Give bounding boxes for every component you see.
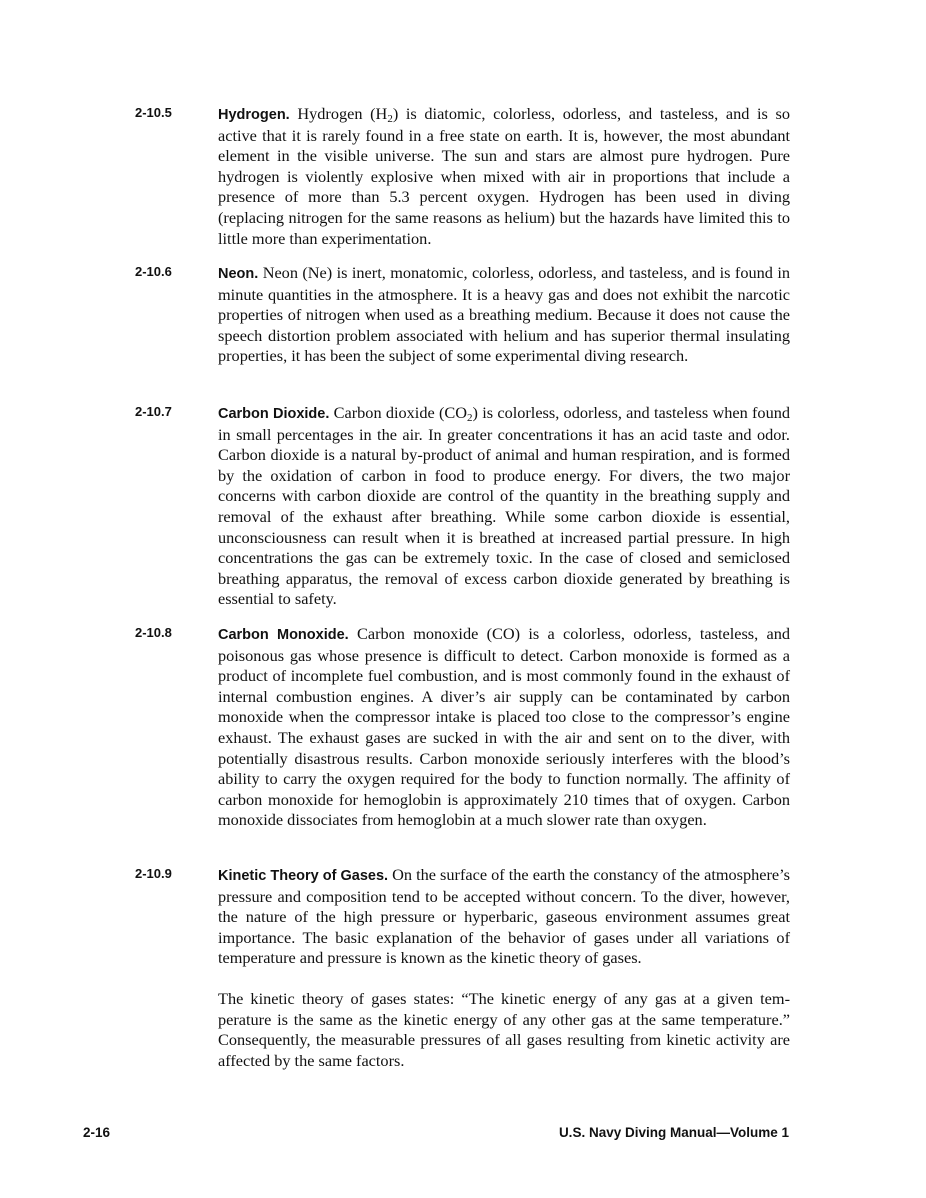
section-title: Carbon Monoxide. <box>218 627 349 643</box>
subscript: 2 <box>467 412 473 424</box>
section-2-10-9 <box>135 865 790 1071</box>
section-title: Neon. <box>218 266 259 282</box>
section-text: Neon (Ne) is inert, monatomic, colorless, odorless, and tasteless, and is found in minute quantities in the atmosphere. It is a heavy gas and does not exhibit the narcotic properties of nitrogen when used as a breathing medium. Because it does not cause the speech distortion problem associated with helium and has superior thermal insulating properties, it has been the subject of some experimental diving research. <box>218 263 790 366</box>
section-title: Kinetic Theory of Gases. <box>218 868 389 884</box>
section-title: Hydrogen. <box>218 107 290 123</box>
section-paragraph <box>218 624 790 831</box>
section-text: On the surface of the earth the constancy of the atmosphere’s pressure and composition tend to be accepted without concern. To the diver, however, the nature of the high pressure or hyperbaric, gaseous environment assumes great importance. The basic explanation of the behavior of gases under all variations of temperature and pressure is known as the kinetic theory of gases. <box>218 865 790 968</box>
section-2-10-8 <box>135 624 790 831</box>
section-paragraph <box>218 104 790 249</box>
section-number: 2-10.6 <box>135 264 172 279</box>
kinetic-theory-paragraph: The kinetic theory of gases states: “The kinetic energy of any gas at a given temperature is the same as the kinetic energy of any other gas at the same temperature.” Consequently, the measurable pressures of all gases resulting from kinetic activity are affected by the same factors. <box>218 988 790 1070</box>
section-paragraph <box>218 403 790 610</box>
section-text: ) is diatomic, colorless, odorless, and tasteless, and is so active that it is rarely found in a free state on earth. It is, however, the most abundant element in the visible universe. The sun and stars are almost pure hydrogen. Pure hydrogen is violently explosive when mixed with air in proportions that include a presence of more than 5.3 percent oxygen. Hydrogen has been used in diving (replacing nitrogen for the same reasons as helium) but the hazards have limited this to little more than experimentation. <box>218 104 790 248</box>
section-paragraph <box>218 263 790 367</box>
page-number: 2-16 <box>83 1125 111 1140</box>
section-text: Carbon monoxide (CO) is a colorless, odorless, tasteless, and poisonous gas whose presence is difficult to detect. Carbon monoxide is formed as a product of incomplete fuel combustion, and is most commonly found in the exhaust of internal combustion engines. A diver’s air supply can be contaminated by carbon monoxide when the compressor intake is placed too close to the compressor’s engine exhaust. The exhaust gases are sucked in with the air and sent on to the diver, with potentially disastrous results. Carbon monoxide seriously interferes with the blood’s ability to carry the oxygen required for the body to function normally. The affinity of carbon monoxide for hemoglobin is approximately 210 times that of oxygen. Carbon monoxide dissociates from hemoglobin at a much slower rate than oxygen. <box>218 624 791 830</box>
section-text: ) is colorless, odorless, and tasteless when found in small percentages in the air. In greater concentrations it has an acid taste and odor. Carbon dioxide is a natural by-product of animal and human respiration, and is formed by the oxidation of carbon in food to produce energy. For divers, the two major concerns with carbon dioxide are control of the quantity in the breathing supply and removal of the exhaust after breathing. While some carbon dioxide is essential, unconsciousness can result when it is breathed at increased partial pressure. In high concentrations the gas can be extremely toxic. In the case of closed and semiclosed breathing apparatus, the removal of excess carbon dioxide generated by breathing is essential to safety. <box>218 403 790 609</box>
section-number: 2-10.9 <box>135 866 172 881</box>
section-title: Carbon Dioxide. <box>218 406 330 422</box>
section-number: 2-10.7 <box>135 404 172 419</box>
section-text: Carbon dioxide (CO <box>329 403 468 422</box>
section-text: Hydrogen (H <box>289 104 388 123</box>
subscript: 2 <box>387 113 393 125</box>
section-2-10-7 <box>135 403 790 610</box>
section-paragraph <box>218 865 790 969</box>
section-2-10-5 <box>135 104 790 249</box>
section-number: 2-10.8 <box>135 625 172 640</box>
section-number: 2-10.5 <box>135 105 172 120</box>
section-2-10-6 <box>135 263 790 367</box>
manual-title: U.S. Navy Diving Manual—Volume 1 <box>558 1125 789 1140</box>
